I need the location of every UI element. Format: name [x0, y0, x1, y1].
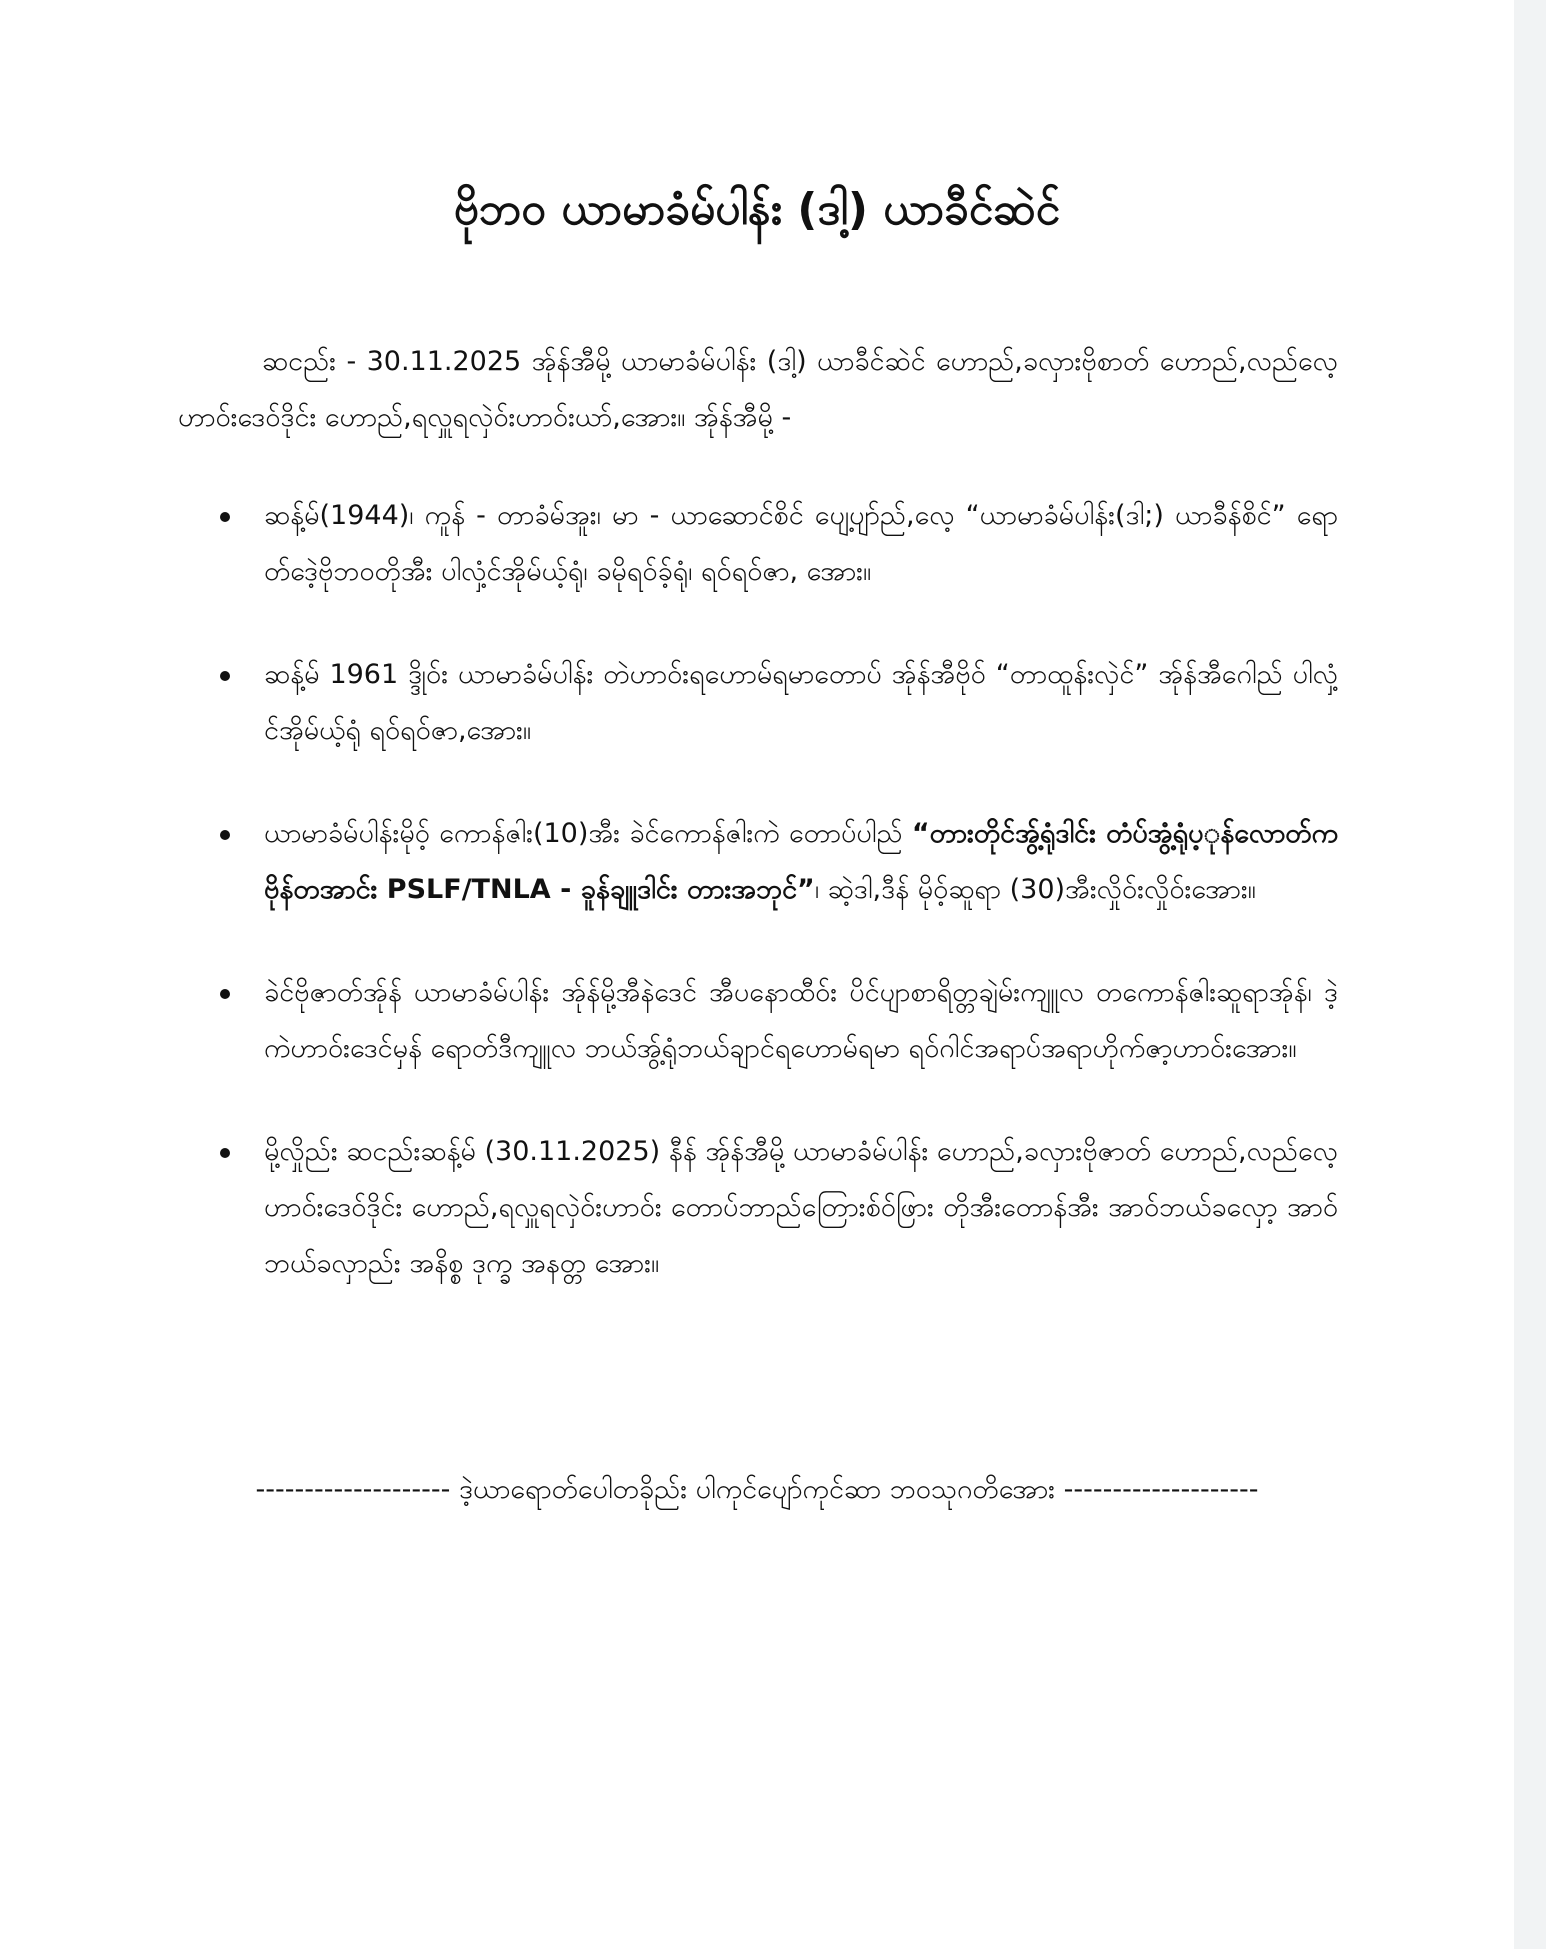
- bullet-list: [178, 488, 1338, 1292]
- list-item: [178, 965, 1338, 1077]
- bullet-text: မို့လှိုည်း ဆငည်းဆန့်မ် (30.11.2025) နီန် အ်ုန်အီမို့ ယာမာခံမ်ပါန်း ဟောည်,ခလှား‌ဗိုဇာတ် ဟောည်,လည်လေ့ဟာဝ်း‌ဒေဝ်ဒိုင်း ဟောည်,ရလှူရလှဲဝ်းဟာဝ်း တောပ်ဘာည်တြေားစ်ဝ်ဖြား တိုအီးတောန်အီး အာဝ်ဘယ်ခလှော့ အာဝ်ဘယ်ခလှာည်း အနိစ္စ ဒုက္ခ အနတ္တ အေား။: [264, 1136, 1338, 1279]
- list-item: [178, 1124, 1338, 1292]
- bullet-text: ဆန့်မ်(1944)၊ ကူန် - တာခံမ်အူး၊ မာ - ယာဆောင်စိင် ပျေ့ပျာ်ည်,လေ့ “ယာမာခံမ်ပါန်း(ဒါ;) ယာခီန်စိင်” ရောတ်‌ဒေဲ့‌ဗိုဘဝတိုအီး ပါလှံ့င်အိုမ်ယ့်ရုံ၊ ခမိုရဝ်ခ့်ရုံ၊ ရဝ်ရဝ်ဇာ, အေား။: [264, 500, 1338, 587]
- scrollbar-track[interactable]: [1514, 0, 1546, 1949]
- bullet-dot-icon: [220, 1148, 230, 1158]
- bullet-dot-icon: [220, 830, 230, 840]
- bullet-text-before: ယာမာခံမ်ပါန်းမိုဝ့် ကောန်ဇါး(10)အီး ခဲင်ကောန်ဇါးကဲ တောပ်ပါည်: [264, 818, 912, 849]
- list-item: [178, 647, 1338, 759]
- document-title: ဗိုဘဝ ယာမာခံမ်ပါန်း (ဒါ့) ယာခီင်ဆဲင်: [453, 184, 1061, 235]
- bullet-dot-icon: [220, 671, 230, 681]
- list-item: [178, 806, 1338, 918]
- bullet-text-after: ၊ ဆဲ့ဒါ,ဒီန် မိုဝ့်ဆူရာ (30)အီးလှိုဝ်းလှိုဝ်းအေား။: [814, 874, 1256, 905]
- bullet-text: ခဲင်ဗိုဇာတ်အ်ုန် ယာမာခံမ်ပါန်း အ်ုန်မို့အီနဲဒေင် အီပနောထီဝ်း ပိင်ပျာစာရိတ္တချဲမ်းကျူလ တကောန်ဇါးဆူရာအ်ုန်၊ ဒဲ့ကဲဟာဝ်းဒေင်မှန် ရောတ်ဒီကျူလ ဘယ်အွ့်ရုံဘယ်ချာင်ရဟောမ်ရမာ ရဝ်ဂါင်အရာပ်အရာဟိုက်ဇာ့ဟာဝ်းအေား။: [264, 977, 1338, 1064]
- bullet-dot-icon: [220, 512, 230, 522]
- bullet-text-bold: “တားတိုင်အွ့်ရုံဒါင်း တံပ်အွံ့ရုံပ့ုန်လောတ်ကဗိုန်တအာင်း PSLF/TNLA - ခူန်ချူဒါင်း တားအဘုင်”: [264, 818, 1338, 905]
- closing-divider-line: -------------------- ဒဲ့ယာရောတ်ပေါတခိုည်း ပါကုင်ပျော်ကုင်ဆာ ဘဝသုဂတိအေား --------------------: [255, 1474, 1259, 1505]
- bullet-dot-icon: [220, 989, 230, 999]
- bullet-text: ဆန့်မ် 1961 ဒ္ဒိုဝ်း ယာမာခံမ်ပါန်း တဲဟာဝ်းရဟောမ်ရမာတောပ် အ်ုန်အီ‌ဗိုဝ် “တာထူန်းလှဲင်” အ်ုန်အီဂေါည် ပါလှံ့င်အိုမ်ယ့်ရုံ ရဝ်ရဝ်ဇာ,အေား။: [264, 659, 1338, 746]
- intro-paragraph: ဆငည်း - 30.11.2025 အ်ုန်အီမို့ ယာမာခံမ်ပါန်း (ဒါ့) ယာခီင်ဆဲင် ဟောည်,ခလှား‌ဗိုစာတ် ဟောည်,လည်လေ့ဟာဝ်း‌ဒေဝ်ဒိုင်း ဟောည်,ရလှူရလှဲဝ်းဟာဝ်းယာ်,အေား။ အ်ုန်အီမို့ -: [178, 346, 1338, 433]
- list-item: [178, 488, 1338, 600]
